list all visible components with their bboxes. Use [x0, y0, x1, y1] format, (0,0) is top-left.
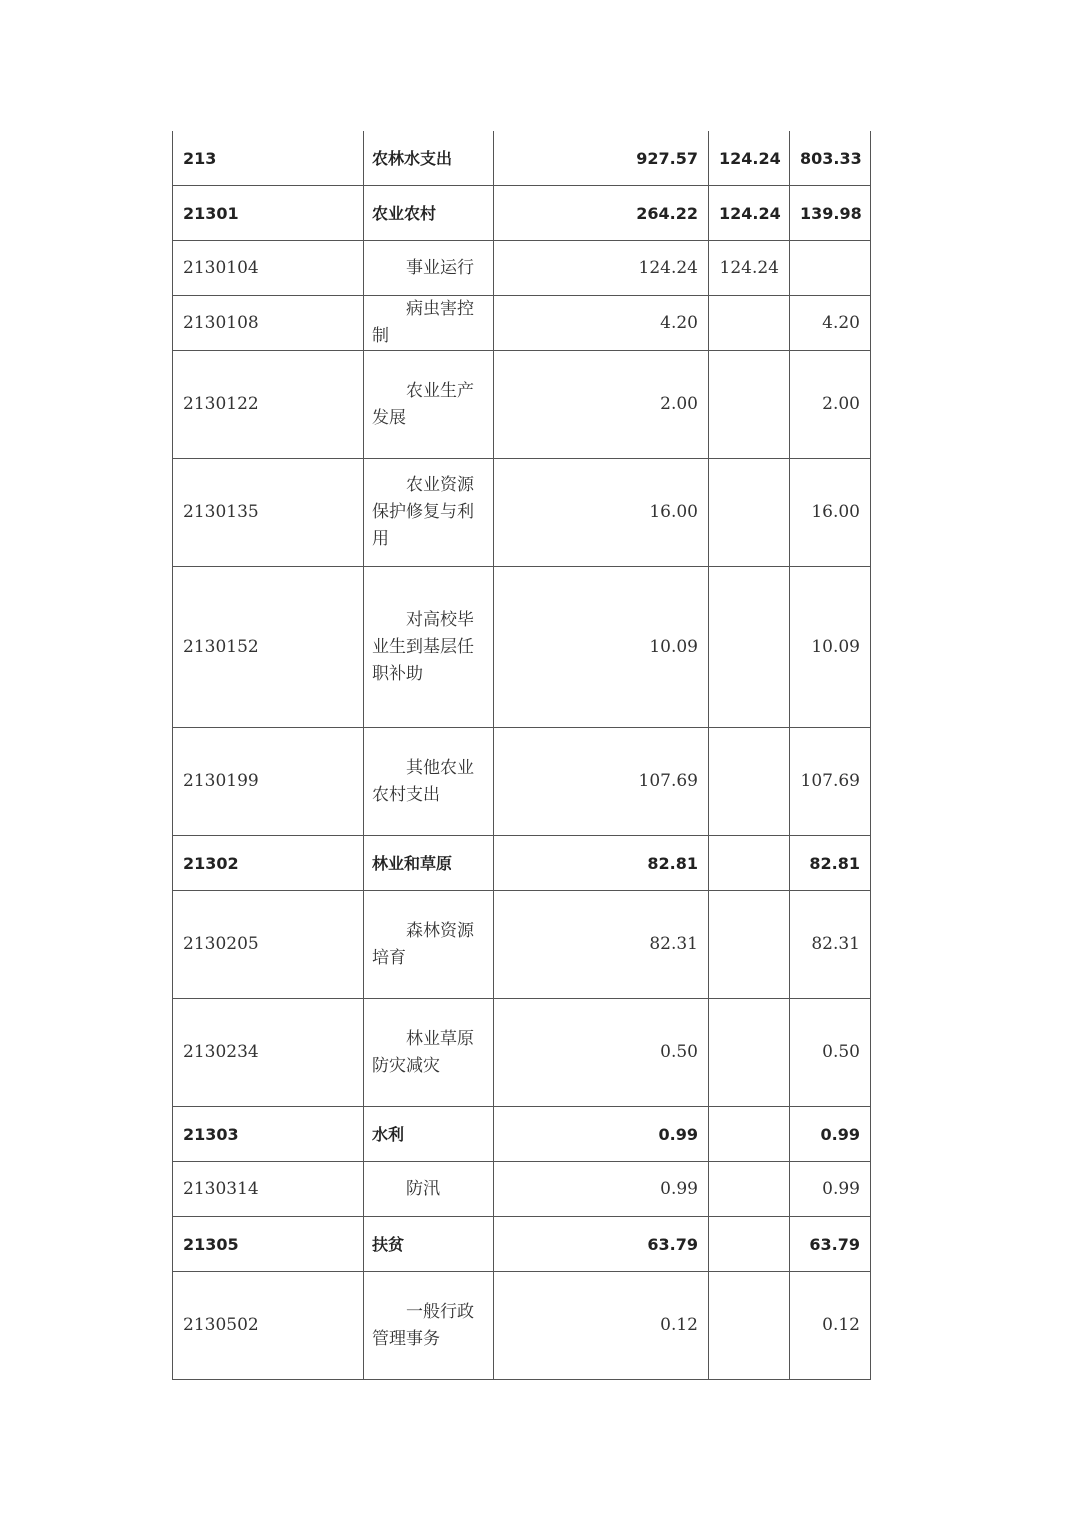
project-expenditure-cell: [790, 241, 871, 296]
basic-expenditure-cell: [709, 1272, 790, 1380]
project-expenditure-cell-text: 82.81: [809, 853, 860, 873]
subject-code-cell-text: 21305: [183, 1234, 239, 1254]
subject-name-cell-text: 对高校毕业生到基层任职补助: [372, 609, 474, 684]
subject-name-cell-text: 事业运行: [406, 257, 474, 278]
subject-code-cell: [173, 728, 364, 836]
total-cell: [494, 567, 709, 728]
total-cell-text: 0.50: [660, 1042, 698, 1062]
project-expenditure-cell-text: 139.98: [800, 203, 862, 223]
subject-name-cell: [364, 1162, 494, 1217]
subject-code-cell-text: 2130205: [183, 934, 259, 954]
project-expenditure-cell: [790, 351, 871, 459]
total-cell-text: 2.00: [660, 394, 698, 414]
project-expenditure-cell: [790, 1162, 871, 1217]
subject-name-cell-text: 病虫害控制: [372, 299, 474, 346]
project-expenditure-cell-text: 107.69: [800, 771, 860, 791]
subject-name-cell: [364, 459, 494, 567]
project-expenditure-cell-text: 4.20: [822, 312, 860, 333]
total-cell-text: 63.79: [647, 1234, 698, 1254]
subject-code-cell: [173, 131, 364, 186]
total-cell-text: 16.00: [649, 502, 698, 522]
subject-name-cell-text: 林业和草原: [372, 853, 453, 873]
table-body: [173, 131, 871, 1380]
subject-code-cell: [173, 351, 364, 459]
basic-expenditure-cell: [709, 1107, 790, 1162]
total-cell: [494, 1272, 709, 1380]
table-row: [173, 836, 871, 891]
project-expenditure-cell: [790, 891, 871, 999]
subject-name-cell-text: 一般行政管理事务: [372, 1301, 474, 1349]
subject-name-cell: [364, 1107, 494, 1162]
subject-code-cell: [173, 1162, 364, 1217]
subject-code-cell: [173, 1107, 364, 1162]
subject-name-cell: [364, 1217, 494, 1272]
subject-name-cell: [364, 241, 494, 296]
basic-expenditure-cell: [709, 999, 790, 1107]
basic-expenditure-cell: [709, 131, 790, 186]
total-cell: [494, 131, 709, 186]
project-expenditure-cell-text: 82.31: [811, 934, 860, 954]
total-cell: [494, 728, 709, 836]
total-cell: [494, 241, 709, 296]
project-expenditure-cell-text: 0.50: [822, 1042, 860, 1062]
table-row: [173, 351, 871, 459]
total-cell: [494, 1217, 709, 1272]
basic-expenditure-cell: [709, 459, 790, 567]
subject-code-cell-text: 2130152: [183, 636, 259, 657]
subject-name-cell-text: 农业农村: [372, 203, 437, 223]
subject-code-cell-text: 21301: [183, 203, 239, 223]
subject-name-cell-text: 防汛: [406, 1178, 440, 1199]
table-row: [173, 728, 871, 836]
basic-expenditure-cell: [709, 351, 790, 459]
total-cell-text: 0.99: [658, 1124, 698, 1144]
total-cell: [494, 186, 709, 241]
total-cell-text: 107.69: [638, 771, 698, 791]
total-cell-text: 82.81: [647, 853, 698, 873]
subject-code-cell: [173, 459, 364, 567]
total-cell-text: 927.57: [636, 148, 698, 168]
table-row: [173, 241, 871, 296]
subject-name-cell: [364, 728, 494, 836]
total-cell-text: 82.31: [649, 934, 698, 954]
subject-code-cell-text: 2130314: [183, 1178, 259, 1199]
basic-expenditure-cell: [709, 1217, 790, 1272]
basic-expenditure-cell: [709, 567, 790, 728]
project-expenditure-cell-text: 10.09: [811, 636, 860, 657]
subject-code-cell-text: 2130122: [183, 394, 259, 414]
basic-expenditure-cell: [709, 1162, 790, 1217]
project-expenditure-cell: [790, 186, 871, 241]
total-cell-text: 0.12: [660, 1315, 698, 1335]
subject-code-cell: [173, 186, 364, 241]
subject-name-cell: [364, 999, 494, 1107]
project-expenditure-cell: [790, 1107, 871, 1162]
project-expenditure-cell: [790, 1272, 871, 1380]
total-cell: [494, 836, 709, 891]
project-expenditure-cell-text: 2.00: [822, 394, 860, 414]
subject-name-cell-text: 农业资源保护修复与利用: [372, 475, 474, 549]
table-row: [173, 1107, 871, 1162]
project-expenditure-cell-text: 803.33: [800, 148, 862, 168]
basic-expenditure-cell-text: 124.24: [719, 148, 781, 168]
project-expenditure-cell-text: 16.00: [811, 502, 860, 522]
subject-code-cell-text: 21302: [183, 853, 239, 873]
subject-name-cell-text: 水利: [372, 1124, 405, 1144]
subject-name-cell: [364, 186, 494, 241]
budget-table-container: [172, 131, 871, 1380]
subject-name-cell-text: 森林资源培育: [372, 920, 474, 968]
table-row: [173, 459, 871, 567]
table-row: [173, 1162, 871, 1217]
subject-code-cell: [173, 836, 364, 891]
total-cell-text: 124.24: [638, 257, 698, 278]
basic-expenditure-cell: [709, 296, 790, 351]
subject-name-cell: [364, 351, 494, 459]
subject-code-cell: [173, 241, 364, 296]
subject-code-cell-text: 2130135: [183, 502, 259, 522]
table-row: [173, 999, 871, 1107]
subject-code-cell-text: 21303: [183, 1124, 239, 1144]
total-cell-text: 264.22: [636, 203, 698, 223]
project-expenditure-cell: [790, 999, 871, 1107]
subject-name-cell: [364, 567, 494, 728]
total-cell-text: 10.09: [649, 636, 698, 657]
table-row: [173, 186, 871, 241]
table-row: [173, 567, 871, 728]
total-cell-text: 0.99: [660, 1178, 698, 1199]
total-cell: [494, 1162, 709, 1217]
subject-name-cell: [364, 836, 494, 891]
table-row: [173, 131, 871, 186]
total-cell: [494, 351, 709, 459]
basic-expenditure-cell-text: 124.24: [719, 257, 779, 278]
subject-code-cell-text: 2130199: [183, 771, 259, 791]
project-expenditure-cell: [790, 836, 871, 891]
total-cell: [494, 459, 709, 567]
table-row: [173, 891, 871, 999]
subject-code-cell-text: 2130234: [183, 1042, 259, 1062]
budget-table: [172, 131, 871, 1380]
subject-code-cell-text: 213: [183, 148, 217, 168]
total-cell: [494, 999, 709, 1107]
subject-name-cell-text: 其他农业农村支出: [372, 757, 474, 805]
table-row: [173, 296, 871, 351]
total-cell: [494, 891, 709, 999]
subject-name-cell-text: 农林水支出: [372, 148, 453, 168]
table-row: [173, 1217, 871, 1272]
subject-code-cell-text: 2130502: [183, 1315, 259, 1335]
subject-code-cell-text: 2130108: [183, 312, 259, 333]
project-expenditure-cell-text: 0.12: [822, 1315, 860, 1335]
basic-expenditure-cell: [709, 728, 790, 836]
subject-name-cell: [364, 891, 494, 999]
total-cell: [494, 296, 709, 351]
subject-name-cell-text: 林业草原防灾减灾: [372, 1028, 474, 1076]
basic-expenditure-cell: [709, 836, 790, 891]
subject-code-cell: [173, 1272, 364, 1380]
subject-name-cell-text: 扶贫: [372, 1234, 405, 1254]
project-expenditure-cell-text: 63.79: [809, 1234, 860, 1254]
subject-code-cell: [173, 296, 364, 351]
table-row: [173, 1272, 871, 1380]
project-expenditure-cell: [790, 567, 871, 728]
project-expenditure-cell: [790, 728, 871, 836]
basic-expenditure-cell: [709, 186, 790, 241]
subject-name-cell: [364, 1272, 494, 1380]
subject-code-cell-text: 2130104: [183, 257, 259, 278]
subject-code-cell: [173, 567, 364, 728]
project-expenditure-cell-text: 0.99: [820, 1124, 860, 1144]
subject-code-cell: [173, 1217, 364, 1272]
subject-code-cell: [173, 999, 364, 1107]
project-expenditure-cell: [790, 296, 871, 351]
subject-name-cell-text: 农业生产发展: [372, 380, 474, 428]
project-expenditure-cell: [790, 459, 871, 567]
subject-name-cell: [364, 131, 494, 186]
project-expenditure-cell-text: 0.99: [822, 1178, 860, 1199]
basic-expenditure-cell: [709, 891, 790, 999]
subject-name-cell: [364, 296, 494, 351]
basic-expenditure-cell: [709, 241, 790, 296]
project-expenditure-cell: [790, 1217, 871, 1272]
total-cell-text: 4.20: [660, 312, 698, 333]
basic-expenditure-cell-text: 124.24: [719, 203, 781, 223]
subject-code-cell: [173, 891, 364, 999]
total-cell: [494, 1107, 709, 1162]
project-expenditure-cell: [790, 131, 871, 186]
